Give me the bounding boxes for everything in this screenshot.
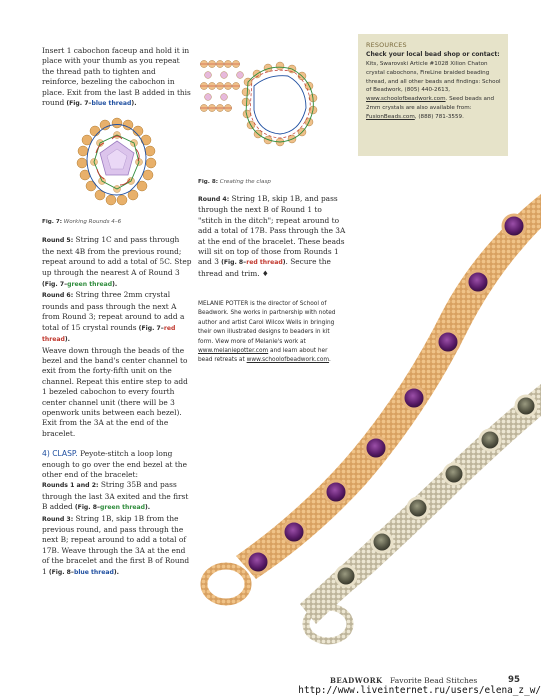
source-watermark[interactable]: http://www.liveinternet.ru/users/elena_z_w/ bbox=[298, 685, 541, 696]
fig7-svg bbox=[42, 113, 192, 217]
clasp-heading: 4) CLASP. bbox=[42, 449, 78, 459]
bracelet-photo-svg bbox=[196, 184, 541, 658]
clasp-paragraph: 4) CLASP. Peyote-stitch a loop long enough to go over the end bezel at the other end of the bracelet: bbox=[42, 449, 187, 479]
resources-subtitle: Check your local bead shop or contact: bbox=[366, 51, 500, 58]
melanie-potter-link[interactable]: www.melaniepotter.com bbox=[198, 348, 269, 355]
resources-box bbox=[358, 34, 508, 156]
weave-paragraph: Weave down through the beads of the bezel and the band's center channel to exit from the forty-fifth unit on the channel. Repeat this entire step to add 1 bezeled cabochon to every fourth center channel unit (there will be 3 openwork units between each bezel). Exit from the 3A at the end of the bracelet. bbox=[42, 345, 188, 438]
fig8-svg bbox=[196, 52, 336, 172]
gold-clasp-loop bbox=[204, 566, 248, 602]
red-thread-ref: red thread bbox=[42, 324, 176, 344]
rounds-1-2-paragraph: Rounds 1 and 2: String 35B and pass through the last 3A exited and the first B added (Fig. 8–green thread). bbox=[42, 480, 189, 512]
gold-bracelet-band bbox=[236, 194, 541, 579]
figure-8-diagram bbox=[196, 52, 336, 172]
fig-ref: (Fig. 7–blue thread). bbox=[64, 100, 137, 108]
fig8-blue-thread bbox=[254, 76, 306, 134]
resources-title: RESOURCES bbox=[366, 41, 407, 49]
blue-thread-ref: blue thread bbox=[91, 100, 132, 108]
school-of-beadwork-link[interactable]: www.schoolofbeadwork.com bbox=[246, 357, 330, 364]
resources-body: Kits, Swarovski Article #1028 Xilion Chaton crystal cabochons, FireLine braided beading thread, and all other beads and findings: School of Beadwork, (805) 440-2613, www.schoolofbeadwork.com. Seed beads and 2mm crystals are also available from: FusionBeads.com, (888) 781-3559. bbox=[366, 61, 501, 120]
intro-paragraph bbox=[42, 46, 192, 109]
round-5-paragraph: Round 5: String 1C and pass through the next 4B from the previous round; repeat around to add a total of 5C. Step up through the nearest A of Round 3 (Fig. 7–green thread). bbox=[42, 235, 192, 289]
author-bio: MELANIE POTTER is the director of School of Beadwork. She works in partnership with noted author and artist Carol Wilcox Wells in bringing their own illustrated designs to beaders in kit form. View more of Melanie's work at www.melaniepotter.com and learn about her bead retreats at www.schoolofbeadwork.com. bbox=[198, 301, 336, 364]
left-column bbox=[42, 46, 192, 578]
bracelet-photo bbox=[196, 184, 541, 658]
fig8-red-thread bbox=[250, 70, 310, 138]
intro-text: Insert 1 cabochon faceup and hold it in place with your thumb as you repeat the thread path to tighten and reinforce, bezeling the cabochon in place. Exit from the last B added in this round bbox=[42, 46, 191, 108]
resources-link-fusionbeads[interactable]: FusionBeads.com bbox=[366, 113, 415, 120]
round-4-paragraph: Round 4: String 1B, skip 1B, and pass through the next B of Round 1 to "stitch in the ditch"; repeat around to add a total of 17B. Pass through the 3A at the end of the bracelet. These beads will sit on top of those from Rounds 1 and 3 (Fig. 8–red thread). Secure the thread and trim. ♦ bbox=[198, 194, 346, 278]
figure-8-caption: Fig. 8: Creating the clasp bbox=[198, 179, 271, 185]
figure-7-caption: Fig. 7: Working Rounds 4–6 bbox=[42, 219, 122, 226]
section-title: Favorite Bead Stitches bbox=[390, 676, 478, 685]
resources-link-schoolofbeadwork[interactable]: www.schoolofbeadwork.com bbox=[366, 96, 446, 103]
green-thread-ref: green thread bbox=[67, 281, 113, 289]
magazine-brand: BEADWORK bbox=[330, 676, 383, 685]
page-number: 95 bbox=[508, 675, 520, 685]
round-6-paragraph: Round 6: String three 2mm crystal rounds and pass through the next A from Round 3; repeat around to add a total of 15 crystal rounds (Fig. 7–red thread). bbox=[42, 290, 185, 344]
figure-7-diagram bbox=[42, 113, 192, 217]
round-3-paragraph: Round 3: String 1B, skip 1B from the previous round, and pass through the next B; repeat around to add a total of 17B. Weave through the 3A at the end of the bracelet and the first B of Round 1 (Fig. 8–blue thread). bbox=[42, 513, 190, 576]
